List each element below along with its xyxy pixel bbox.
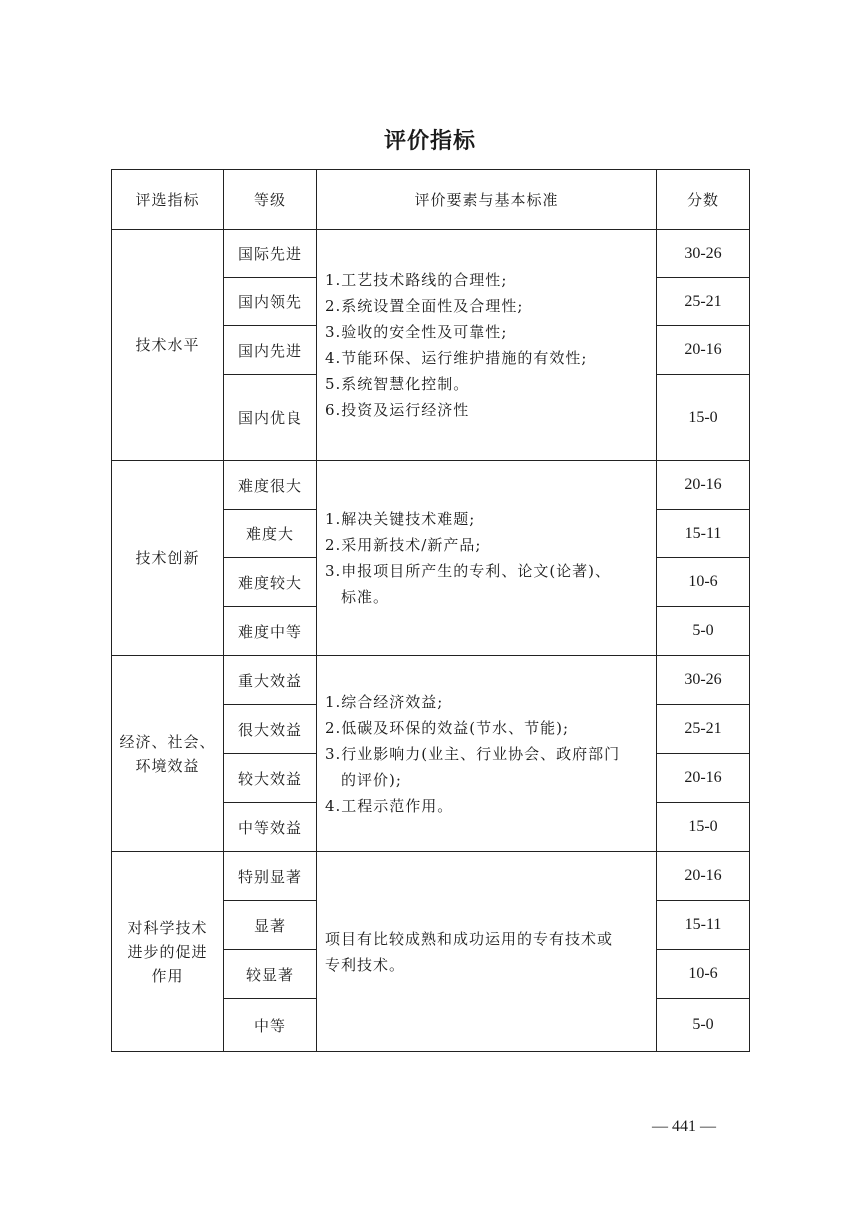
header-score: 分数 [657,170,750,230]
standard-line: 2.低碳及环保的效益(节水、节能); [325,718,570,737]
grade-cell: 中等效益 [224,803,317,852]
criterion-cell [112,852,224,1052]
standard-cell [317,230,657,461]
score-cell: 20-16 [657,461,750,510]
score-cell: 5-0 [657,999,750,1052]
grade-cell: 特别显著 [224,852,317,901]
score-cell: 10-6 [657,558,750,607]
grade-cell: 难度中等 [224,607,317,656]
grade-cell: 重大效益 [224,656,317,705]
criterion-cell [112,656,224,852]
criterion-cell [112,461,224,656]
score-cell: 15-0 [657,803,750,852]
criterion-text: 进步的促进 [127,942,208,961]
table-body [112,230,750,1052]
criterion-text: 技术水平 [135,336,200,354]
standard-line: 4.工程示范作用。 [325,796,454,815]
score-cell: 20-16 [657,754,750,803]
score-cell: 15-11 [657,510,750,558]
header-criterion: 评选指标 [112,170,224,230]
score-cell: 20-16 [657,326,750,375]
standard-line: 4.节能环保、运行维护措施的有效性; [325,349,588,367]
standard-cell [317,656,657,852]
criterion-cell [112,230,224,461]
table-header-row [112,170,750,230]
score-cell: 30-26 [657,656,750,705]
standard-line: 6.投资及运行经济性 [325,401,470,419]
standard-line: 的评价); [341,770,402,789]
standard-line: 1.解决关键技术难题; [325,510,476,528]
grade-cell: 较大效益 [224,754,317,803]
grade-cell: 中等 [224,999,317,1052]
grade-cell: 显著 [224,901,317,950]
standard-line: 1.综合经济效益; [325,692,444,711]
score-cell: 25-21 [657,278,750,326]
grade-cell: 难度大 [224,510,317,558]
standard-line: 2.系统设置全面性及合理性; [325,297,524,315]
criterion-text: 对科学技术 [127,918,208,937]
table-row [112,230,750,278]
score-cell: 10-6 [657,950,750,999]
evaluation-table [111,169,750,1052]
standard-line: 3.行业影响力(业主、行业协会、政府部门 [325,744,621,763]
standard-line: 3.验收的安全性及可靠性; [325,323,508,341]
standard-line: 1.工艺技术路线的合理性; [325,271,508,289]
page-number: — 441 — [652,1118,716,1135]
standard-line: 项目有比较成熟和成功运用的专有技术或 [325,929,614,948]
table-row [112,656,750,705]
standard-line: 3.申报项目所产生的专利、论文(论著)、 [325,562,612,580]
standard-line: 专利技术。 [325,955,406,974]
score-cell: 30-26 [657,230,750,278]
score-cell: 20-16 [657,852,750,901]
grade-cell: 较显著 [224,950,317,999]
header-grade: 等级 [224,170,317,230]
standard-line: 标准。 [341,588,390,606]
score-cell: 15-0 [657,375,750,461]
standard-cell [317,461,657,656]
criterion-text: 经济、社会、 [119,732,216,751]
standard-line: 2.采用新技术/新产品; [325,536,482,554]
grade-cell: 难度较大 [224,558,317,607]
score-cell: 15-11 [657,901,750,950]
table-row [112,461,750,510]
criterion-text: 作用 [151,966,184,985]
grade-cell: 国内优良 [224,375,317,461]
grade-cell: 国内领先 [224,278,317,326]
score-cell: 5-0 [657,607,750,656]
page-title: 评价指标 [383,129,476,154]
table-row [112,852,750,901]
grade-cell: 国内先进 [224,326,317,375]
standard-cell [317,852,657,1052]
criterion-text: 环境效益 [135,756,200,775]
grade-cell: 难度很大 [224,461,317,510]
grade-cell: 很大效益 [224,705,317,754]
score-cell: 25-21 [657,705,750,754]
standard-line: 5.系统智慧化控制。 [325,375,470,393]
header-standard: 评价要素与基本标准 [317,170,657,230]
grade-cell: 国际先进 [224,230,317,278]
criterion-text: 技术创新 [135,549,200,567]
